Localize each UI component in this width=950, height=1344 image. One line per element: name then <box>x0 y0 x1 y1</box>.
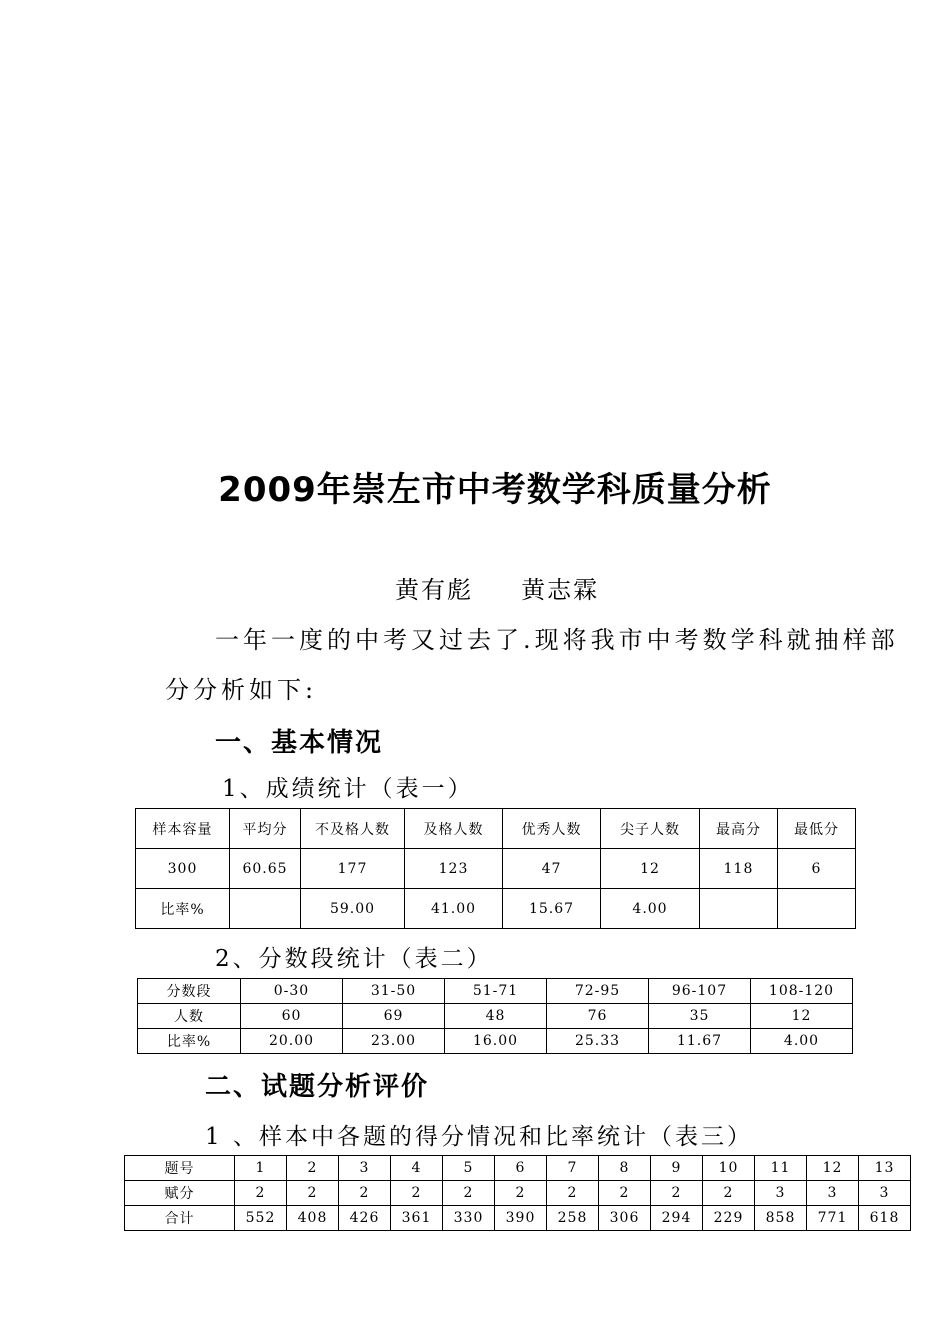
table-cell: 平均分 <box>230 809 301 849</box>
table-cell: 177 <box>301 849 405 889</box>
table-cell: 300 <box>136 849 230 889</box>
document-title: 2009年崇左市中考数学科质量分析 <box>218 470 772 510</box>
table-cell: 2 <box>391 1181 443 1206</box>
table-cell: 48 <box>445 1004 547 1029</box>
table-cell: 306 <box>599 1206 651 1231</box>
table-row <box>125 1181 911 1206</box>
table-cell: 样本容量 <box>136 809 230 849</box>
table-cell: 8 <box>599 1156 651 1181</box>
table-row <box>136 809 856 849</box>
table-cell: 361 <box>391 1206 443 1231</box>
table-cell: 合计 <box>125 1206 235 1231</box>
table-cell: 426 <box>339 1206 391 1231</box>
table-cell: 2 <box>287 1156 339 1181</box>
table-cell: 赋分 <box>125 1181 235 1206</box>
table-cell: 1 <box>235 1156 287 1181</box>
table-cell <box>700 889 778 929</box>
table-cell: 4.00 <box>601 889 700 929</box>
table-cell: 10 <box>703 1156 755 1181</box>
table-cell: 118 <box>700 849 778 889</box>
table-cell: 2 <box>651 1181 703 1206</box>
section-heading-analysis: 二、试题分析评价 <box>205 1072 430 1102</box>
table-row <box>136 849 856 889</box>
table-cell: 771 <box>807 1206 859 1231</box>
table-cell: 35 <box>649 1004 751 1029</box>
score-band-table <box>137 978 853 1054</box>
table-cell: 不及格人数 <box>301 809 405 849</box>
subheading-score-stats: 1、成绩统计（表一） <box>222 776 474 802</box>
table-cell: 2 <box>599 1181 651 1206</box>
table-cell: 12 <box>807 1156 859 1181</box>
table-cell: 2 <box>703 1181 755 1206</box>
score-stats-table <box>135 808 856 929</box>
table-cell: 69 <box>343 1004 445 1029</box>
table-cell: 330 <box>443 1206 495 1231</box>
table-cell: 229 <box>703 1206 755 1231</box>
table-cell: 858 <box>755 1206 807 1231</box>
table-cell: 25.33 <box>547 1029 649 1054</box>
table-cell: 2 <box>547 1181 599 1206</box>
table-cell: 552 <box>235 1206 287 1231</box>
table-cell: 123 <box>405 849 503 889</box>
table-cell: 4.00 <box>751 1029 853 1054</box>
table-cell: 尖子人数 <box>601 809 700 849</box>
table-cell: 及格人数 <box>405 809 503 849</box>
table-cell: 408 <box>287 1206 339 1231</box>
table-cell: 优秀人数 <box>503 809 601 849</box>
table-cell: 51-71 <box>445 979 547 1004</box>
table-row <box>136 889 856 929</box>
table-row <box>138 979 853 1004</box>
table-cell: 12 <box>751 1004 853 1029</box>
table-cell: 6 <box>778 849 856 889</box>
table-cell: 11 <box>755 1156 807 1181</box>
table-cell: 41.00 <box>405 889 503 929</box>
table-cell: 人数 <box>138 1004 241 1029</box>
table-cell: 5 <box>443 1156 495 1181</box>
table-cell <box>778 889 856 929</box>
table-cell: 0-30 <box>241 979 343 1004</box>
authors: 黄有彪 黄志霖 <box>395 576 600 604</box>
table-cell: 最低分 <box>778 809 856 849</box>
table-cell <box>230 889 301 929</box>
table-cell: 76 <box>547 1004 649 1029</box>
subheading-score-bands: 2、分数段统计（表二） <box>215 946 493 972</box>
table-cell: 59.00 <box>301 889 405 929</box>
table-row <box>125 1206 911 1231</box>
table-cell: 6 <box>495 1156 547 1181</box>
table-cell: 2 <box>443 1181 495 1206</box>
table-cell: 3 <box>755 1181 807 1206</box>
table-cell: 294 <box>651 1206 703 1231</box>
table-cell: 23.00 <box>343 1029 445 1054</box>
section-heading-basic: 一、基本情况 <box>215 728 384 758</box>
table-cell: 60 <box>241 1004 343 1029</box>
table-cell: 3 <box>807 1181 859 1206</box>
table-cell: 3 <box>339 1156 391 1181</box>
table-cell: 258 <box>547 1206 599 1231</box>
table-cell: 分数段 <box>138 979 241 1004</box>
table-cell: 108-120 <box>751 979 853 1004</box>
intro-line-1: 一年一度的中考又过去了.现将我市中考数学科就抽样部 <box>215 626 899 654</box>
table-cell: 16.00 <box>445 1029 547 1054</box>
table-cell: 2 <box>339 1181 391 1206</box>
table-row <box>125 1156 911 1181</box>
table-cell: 2 <box>495 1181 547 1206</box>
table-row <box>138 1004 853 1029</box>
table-cell: 题号 <box>125 1156 235 1181</box>
table-cell: 72-95 <box>547 979 649 1004</box>
table-cell: 3 <box>859 1181 911 1206</box>
table-cell: 11.67 <box>649 1029 751 1054</box>
table-cell: 4 <box>391 1156 443 1181</box>
table-cell: 618 <box>859 1206 911 1231</box>
table-cell: 15.67 <box>503 889 601 929</box>
table-cell: 2 <box>287 1181 339 1206</box>
table-cell: 9 <box>651 1156 703 1181</box>
table-cell: 47 <box>503 849 601 889</box>
intro-line-2: 分分析如下: <box>165 676 318 704</box>
table-row <box>138 1029 853 1054</box>
table-cell: 31-50 <box>343 979 445 1004</box>
table-cell: 12 <box>601 849 700 889</box>
table-cell: 最高分 <box>700 809 778 849</box>
table-cell: 390 <box>495 1206 547 1231</box>
table-cell: 比率% <box>136 889 230 929</box>
table-cell: 2 <box>235 1181 287 1206</box>
table-cell: 60.65 <box>230 849 301 889</box>
table-cell: 7 <box>547 1156 599 1181</box>
table-cell: 13 <box>859 1156 911 1181</box>
table-cell: 96-107 <box>649 979 751 1004</box>
table-cell: 20.00 <box>241 1029 343 1054</box>
question-score-table <box>124 1155 911 1231</box>
subheading-question-stats: 1 、样本中各题的得分情况和比率统计（表三） <box>205 1124 753 1150</box>
table-cell: 比率% <box>138 1029 241 1054</box>
